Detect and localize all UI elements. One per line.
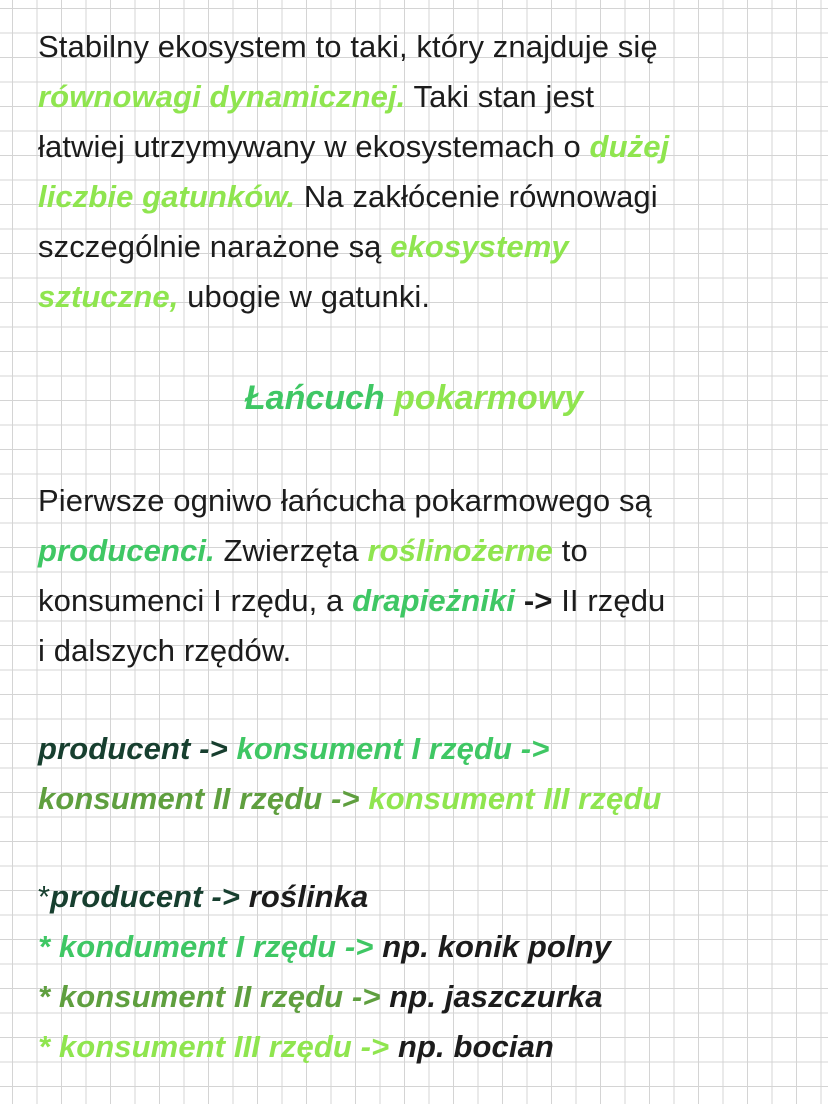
chain-konsument-3: konsument III rzędu [368, 781, 662, 816]
text: Stabilny ekosystem to taki, który znajduje się [38, 29, 658, 64]
example-role: konsument II rzędu [58, 979, 344, 1014]
arrow: -> [336, 929, 383, 964]
text-line [38, 172, 818, 222]
arrow: -> [322, 781, 369, 816]
example-organism: np. bocian [397, 1029, 554, 1064]
bullet-star: * [38, 979, 59, 1014]
section-title [0, 372, 828, 424]
highlight-term: drapieżniki [352, 583, 516, 618]
list-item [38, 872, 818, 922]
text: II rzędu [561, 583, 666, 618]
text: szczególnie narażone są [38, 229, 391, 264]
chain-konsument-1: konsument I rzędu [236, 731, 513, 766]
text-line [38, 222, 818, 272]
highlight-term: dużej [589, 129, 670, 164]
text: łatwiej utrzymywany w ekosystemach o [38, 129, 590, 164]
highlight-term: roślinożerne [367, 533, 554, 568]
highlight-term: równowagi dynamicznej. [38, 79, 406, 114]
highlight-term: producenci. [38, 533, 215, 568]
example-role: producent [50, 879, 203, 914]
text-line [38, 22, 818, 72]
text: Na zakłócenie równowagi [295, 179, 658, 214]
text-line [38, 576, 818, 626]
text: i dalszych rzędów. [38, 633, 292, 668]
bullet-star: * [38, 879, 51, 914]
highlight-term: ekosystemy [390, 229, 569, 264]
examples-list [38, 872, 818, 1072]
example-organism: np. jaszczurka [389, 979, 603, 1014]
highlight-term: sztuczne, [38, 279, 179, 314]
food-chain-sequence [38, 724, 818, 824]
list-item [38, 922, 818, 972]
example-role: kondument I rzędu [58, 929, 337, 964]
arrow: -> [512, 731, 550, 766]
list-item [38, 972, 818, 1022]
text-line [38, 526, 818, 576]
highlight-term: liczbie gatunków. [38, 179, 296, 214]
paragraph-ecosystem [38, 22, 818, 322]
example-organism: roślinka [248, 879, 369, 914]
chain-producent: producent [38, 731, 191, 766]
text: to [553, 533, 588, 568]
text: Pierwsze ogniwo łańcucha pokarmowego są [38, 483, 652, 518]
text-line [38, 774, 818, 824]
text: Taki stan jest [405, 79, 595, 114]
text-line [38, 272, 818, 322]
arrow: -> [202, 879, 249, 914]
title-word-2: pokarmowy [394, 379, 584, 417]
arrow: -> [190, 731, 237, 766]
list-item [38, 1022, 818, 1072]
paragraph-food-chain [38, 476, 818, 676]
example-role: konsument III rzędu [58, 1029, 352, 1064]
arrow: -> [343, 979, 390, 1014]
bullet-star: * [38, 929, 59, 964]
example-organism: np. konik polny [382, 929, 612, 964]
arrow: -> [351, 1029, 398, 1064]
title-word-1: Łańcuch [244, 379, 385, 417]
bullet-star: * [38, 1029, 59, 1064]
text: konsumenci I rzędu, a [38, 583, 353, 618]
text-line [38, 122, 818, 172]
text-line [38, 476, 818, 526]
text-line [38, 72, 818, 122]
arrow: -> [515, 583, 562, 618]
text: Zwierzęta [214, 533, 368, 568]
text-line [38, 724, 818, 774]
text-line [38, 626, 818, 676]
chain-konsument-2: konsument II rzędu [38, 781, 323, 816]
text: ubogie w gatunki. [178, 279, 431, 314]
